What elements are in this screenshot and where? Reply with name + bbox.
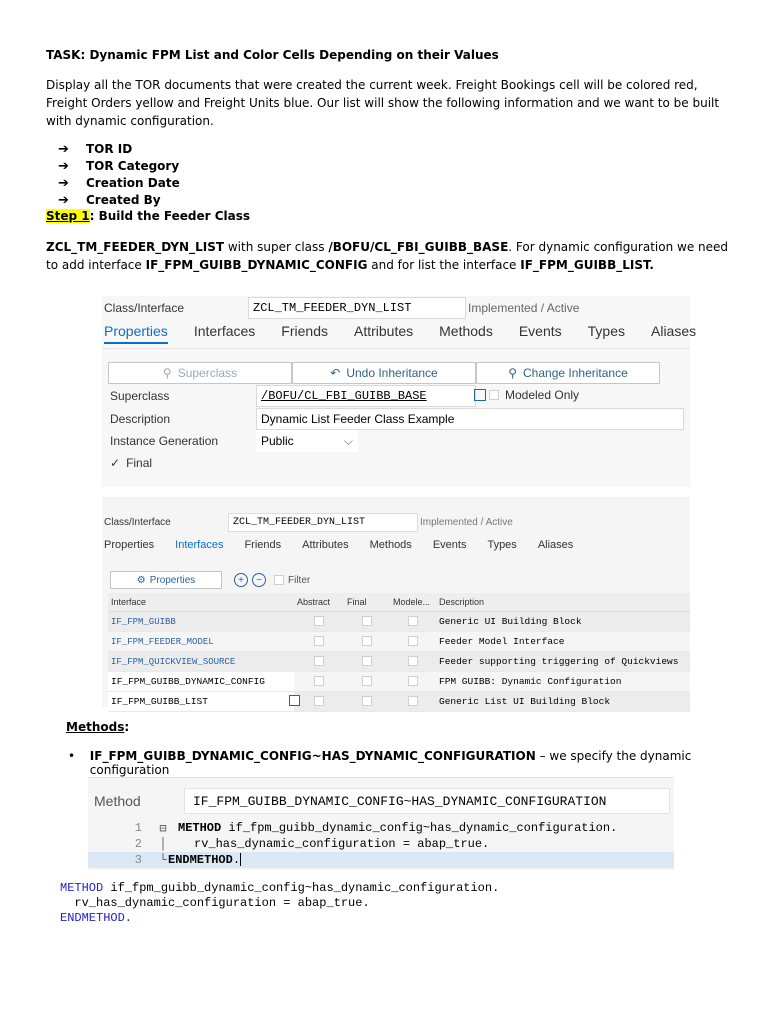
modeled-checkbox <box>408 696 418 706</box>
table-row[interactable] <box>108 672 690 692</box>
bullet-item: ➔ TOR ID <box>58 142 133 157</box>
tab-events[interactable]: Events <box>518 323 562 339</box>
code-editor-panel <box>88 777 674 870</box>
table-header-row <box>108 593 690 612</box>
interfaces-table <box>108 593 690 712</box>
fold-end: └ <box>159 853 167 867</box>
tab-events[interactable]: Events <box>432 539 467 551</box>
code-line[interactable]: 1 ⊟ METHOD if_fpm_guibb_dynamic_config~has_dynamic_configuration. <box>88 820 674 836</box>
superclass-button[interactable]: ⚲ Superclass <box>108 362 292 384</box>
description-field[interactable]: Dynamic List Feeder Class Example <box>256 408 684 430</box>
modeled-checkbox <box>408 616 418 626</box>
tab-friends[interactable]: Friends <box>244 539 282 551</box>
interface-name-link[interactable]: IF_FPM_GUIBB <box>108 612 294 632</box>
code-lines[interactable] <box>88 820 674 868</box>
arrow-icon: ➔ <box>58 176 69 191</box>
method-name-field[interactable]: IF_FPM_GUIBB_DYNAMIC_CONFIG~HAS_DYNAMIC_CONFIGURATION <box>184 788 670 814</box>
superclass-field[interactable]: /BOFU/CL_FBI_GUIBB_BASE <box>256 385 476 407</box>
arrow-icon: ➔ <box>58 193 69 208</box>
filter-label: Filter <box>288 574 311 586</box>
tab-friends[interactable]: Friends <box>281 323 328 339</box>
class-interfaces-panel <box>102 497 690 707</box>
arrow-icon: ➔ <box>58 159 69 174</box>
fold-line: │ <box>159 837 167 851</box>
code-line: rv_has_dynamic_configuration = abap_true. <box>60 896 370 910</box>
code-line: METHOD if_fpm_guibb_dynamic_config~has_dynamic_configuration. <box>60 881 500 895</box>
tab-aliases[interactable]: Aliases <box>651 323 697 339</box>
final-checkbox <box>362 696 372 706</box>
class-interface-field[interactable]: ZCL_TM_FEEDER_DYN_LIST <box>248 297 466 319</box>
line-number: 2 <box>134 837 142 851</box>
final-checkbox <box>362 616 372 626</box>
description-label: Description <box>110 412 171 426</box>
status-text: Implemented / Active <box>420 517 513 528</box>
instance-generation-label: Instance Generation <box>110 434 219 448</box>
copy-icon[interactable] <box>289 695 300 706</box>
bullet-item: ➔ TOR Category <box>58 159 180 174</box>
class-interface-label: Class/Interface <box>104 517 171 528</box>
task-title: TASK: Dynamic FPM List and Color Cells Depending on their Values <box>46 48 499 62</box>
bullet-item: ➔ Created By <box>58 193 161 208</box>
modeled-only-option[interactable]: Modeled Only <box>474 388 579 402</box>
table-row[interactable] <box>108 612 690 632</box>
final-checkbox <box>362 676 372 686</box>
final-checkbox <box>362 636 372 646</box>
modeled-only-checkbox[interactable] <box>489 390 499 400</box>
step-heading: Step 1: Build the Feeder Class <box>46 209 251 223</box>
table-row[interactable] <box>108 692 690 712</box>
tab-methods[interactable]: Methods <box>369 539 412 551</box>
pin-icon: ⚲ <box>162 366 172 380</box>
collapse-icon[interactable]: ⊟ <box>159 821 167 836</box>
step-label: Step 1 <box>46 209 90 223</box>
tab-aliases[interactable]: Aliases <box>537 539 574 551</box>
inheritance-toolbar <box>108 362 660 384</box>
column-final[interactable]: Final <box>344 593 390 612</box>
tab-bar <box>104 323 722 344</box>
column-interface[interactable]: Interface <box>108 593 294 612</box>
arrow-icon: ➔ <box>58 142 69 157</box>
interface-description: FPM GUIBB: Dynamic Configuration <box>436 672 690 692</box>
tab-methods[interactable]: Methods <box>439 323 493 339</box>
tab-properties[interactable]: Properties <box>104 323 168 344</box>
interface-name-input[interactable]: IF_FPM_GUIBB_DYNAMIC_CONFIG <box>108 672 294 692</box>
instance-generation-select[interactable]: Public ⌵ <box>256 430 358 452</box>
code-line-current[interactable]: 3 └ ENDMETHOD. <box>88 852 674 868</box>
tab-properties[interactable]: Properties <box>104 539 155 551</box>
column-description[interactable]: Description <box>436 593 690 612</box>
interface-name-link[interactable]: IF_FPM_QUICKVIEW_SOURCE <box>108 652 294 672</box>
modeled-checkbox <box>408 676 418 686</box>
interface-description: Feeder Model Interface <box>436 632 690 652</box>
change-inheritance-button[interactable]: ⚲ Change Inheritance <box>476 362 660 384</box>
checkmark-icon: ✓ <box>110 456 121 470</box>
info-bullet-list <box>58 141 180 209</box>
interface-name-input[interactable]: IF_FPM_GUIBB_LIST <box>108 692 294 712</box>
code-listing <box>60 881 499 926</box>
abstract-checkbox <box>314 636 324 646</box>
code-line: ENDMETHOD. <box>60 911 133 925</box>
column-modeled[interactable]: Modele... <box>390 593 436 612</box>
properties-button[interactable]: ⚙ Properties <box>110 571 222 589</box>
abstract-checkbox <box>314 676 324 686</box>
interface-name-link[interactable]: IF_FPM_FEEDER_MODEL <box>108 632 294 652</box>
tab-interfaces[interactable]: Interfaces <box>193 323 256 339</box>
class-interface-label: Class/Interface <box>104 301 185 315</box>
divider <box>102 348 690 349</box>
interface-description: Generic UI Building Block <box>436 612 690 632</box>
abstract-checkbox <box>314 656 324 666</box>
remove-icon[interactable]: − <box>252 573 266 587</box>
text-cursor <box>240 853 241 866</box>
column-abstract[interactable]: Abstract <box>294 593 344 612</box>
pin-icon: ⚲ <box>508 366 518 380</box>
copy-icon[interactable] <box>474 389 486 401</box>
undo-inheritance-button[interactable]: ↶ Undo Inheritance <box>292 362 476 384</box>
class-interface-field[interactable]: ZCL_TM_FEEDER_DYN_LIST <box>228 513 418 532</box>
status-text: Implemented / Active <box>468 301 580 315</box>
undo-icon: ↶ <box>330 366 341 380</box>
tab-attributes[interactable]: Attributes <box>353 323 414 339</box>
intro-paragraph: Display all the TOR documents that were created the current week. Freight Bookings cell will be colored red, Freight Orders yellow and Freight Units blue. Our list will show the following information and we want to be built with dynamic configuration. <box>46 78 720 128</box>
feeder-class-paragraph: ZCL_TM_FEEDER_DYN_LIST with super class /BOFU/CL_FBI_GUIBB_BASE. For dynamic configuration we need to add interface IF_FPM_GUIBB_DYNAMIC_CONFIG and for list the interface IF_FPM_GUIBB_LIST. <box>46 240 729 272</box>
methods-heading: Methods: <box>66 720 130 734</box>
line-number: 1 <box>134 821 142 835</box>
modeled-checkbox <box>408 656 418 666</box>
abstract-checkbox <box>314 696 324 706</box>
chevron-down-icon: ⌵ <box>343 434 353 448</box>
table-row[interactable] <box>108 652 690 672</box>
interface-description: Generic List UI Building Block <box>436 692 690 712</box>
superclass-label: Superclass <box>110 389 170 403</box>
code-line[interactable]: 2 │ rv_has_dynamic_configuration = abap_true. <box>88 836 674 852</box>
filter-checkbox[interactable] <box>274 575 284 585</box>
add-icon[interactable]: + <box>234 573 248 587</box>
bullet-dot-icon: • <box>68 749 76 763</box>
table-row[interactable] <box>108 632 690 652</box>
class-properties-panel <box>102 296 697 487</box>
bullet-item: ➔ Creation Date <box>58 176 180 191</box>
modeled-checkbox <box>408 636 418 646</box>
tab-types[interactable]: Types <box>587 323 625 339</box>
method-label: Method <box>94 793 141 809</box>
final-checkbox[interactable]: ✓ Final <box>110 456 153 470</box>
interface-description: Feeder supporting triggering of Quickviews <box>436 652 690 672</box>
interfaces-toolbar <box>110 571 310 589</box>
line-number: 3 <box>134 853 142 867</box>
tab-interfaces[interactable]: Interfaces <box>175 539 224 551</box>
final-checkbox <box>362 656 372 666</box>
method-bullet: • IF_FPM_GUIBB_DYNAMIC_CONFIG~HAS_DYNAMIC_CONFIGURATION – we specify the dynamic configuration <box>68 749 692 777</box>
properties-icon: ⚙ <box>136 574 146 586</box>
tab-types[interactable]: Types <box>487 539 517 551</box>
tab-attributes[interactable]: Attributes <box>302 539 349 551</box>
abstract-checkbox <box>314 616 324 626</box>
tab-bar <box>104 539 594 551</box>
